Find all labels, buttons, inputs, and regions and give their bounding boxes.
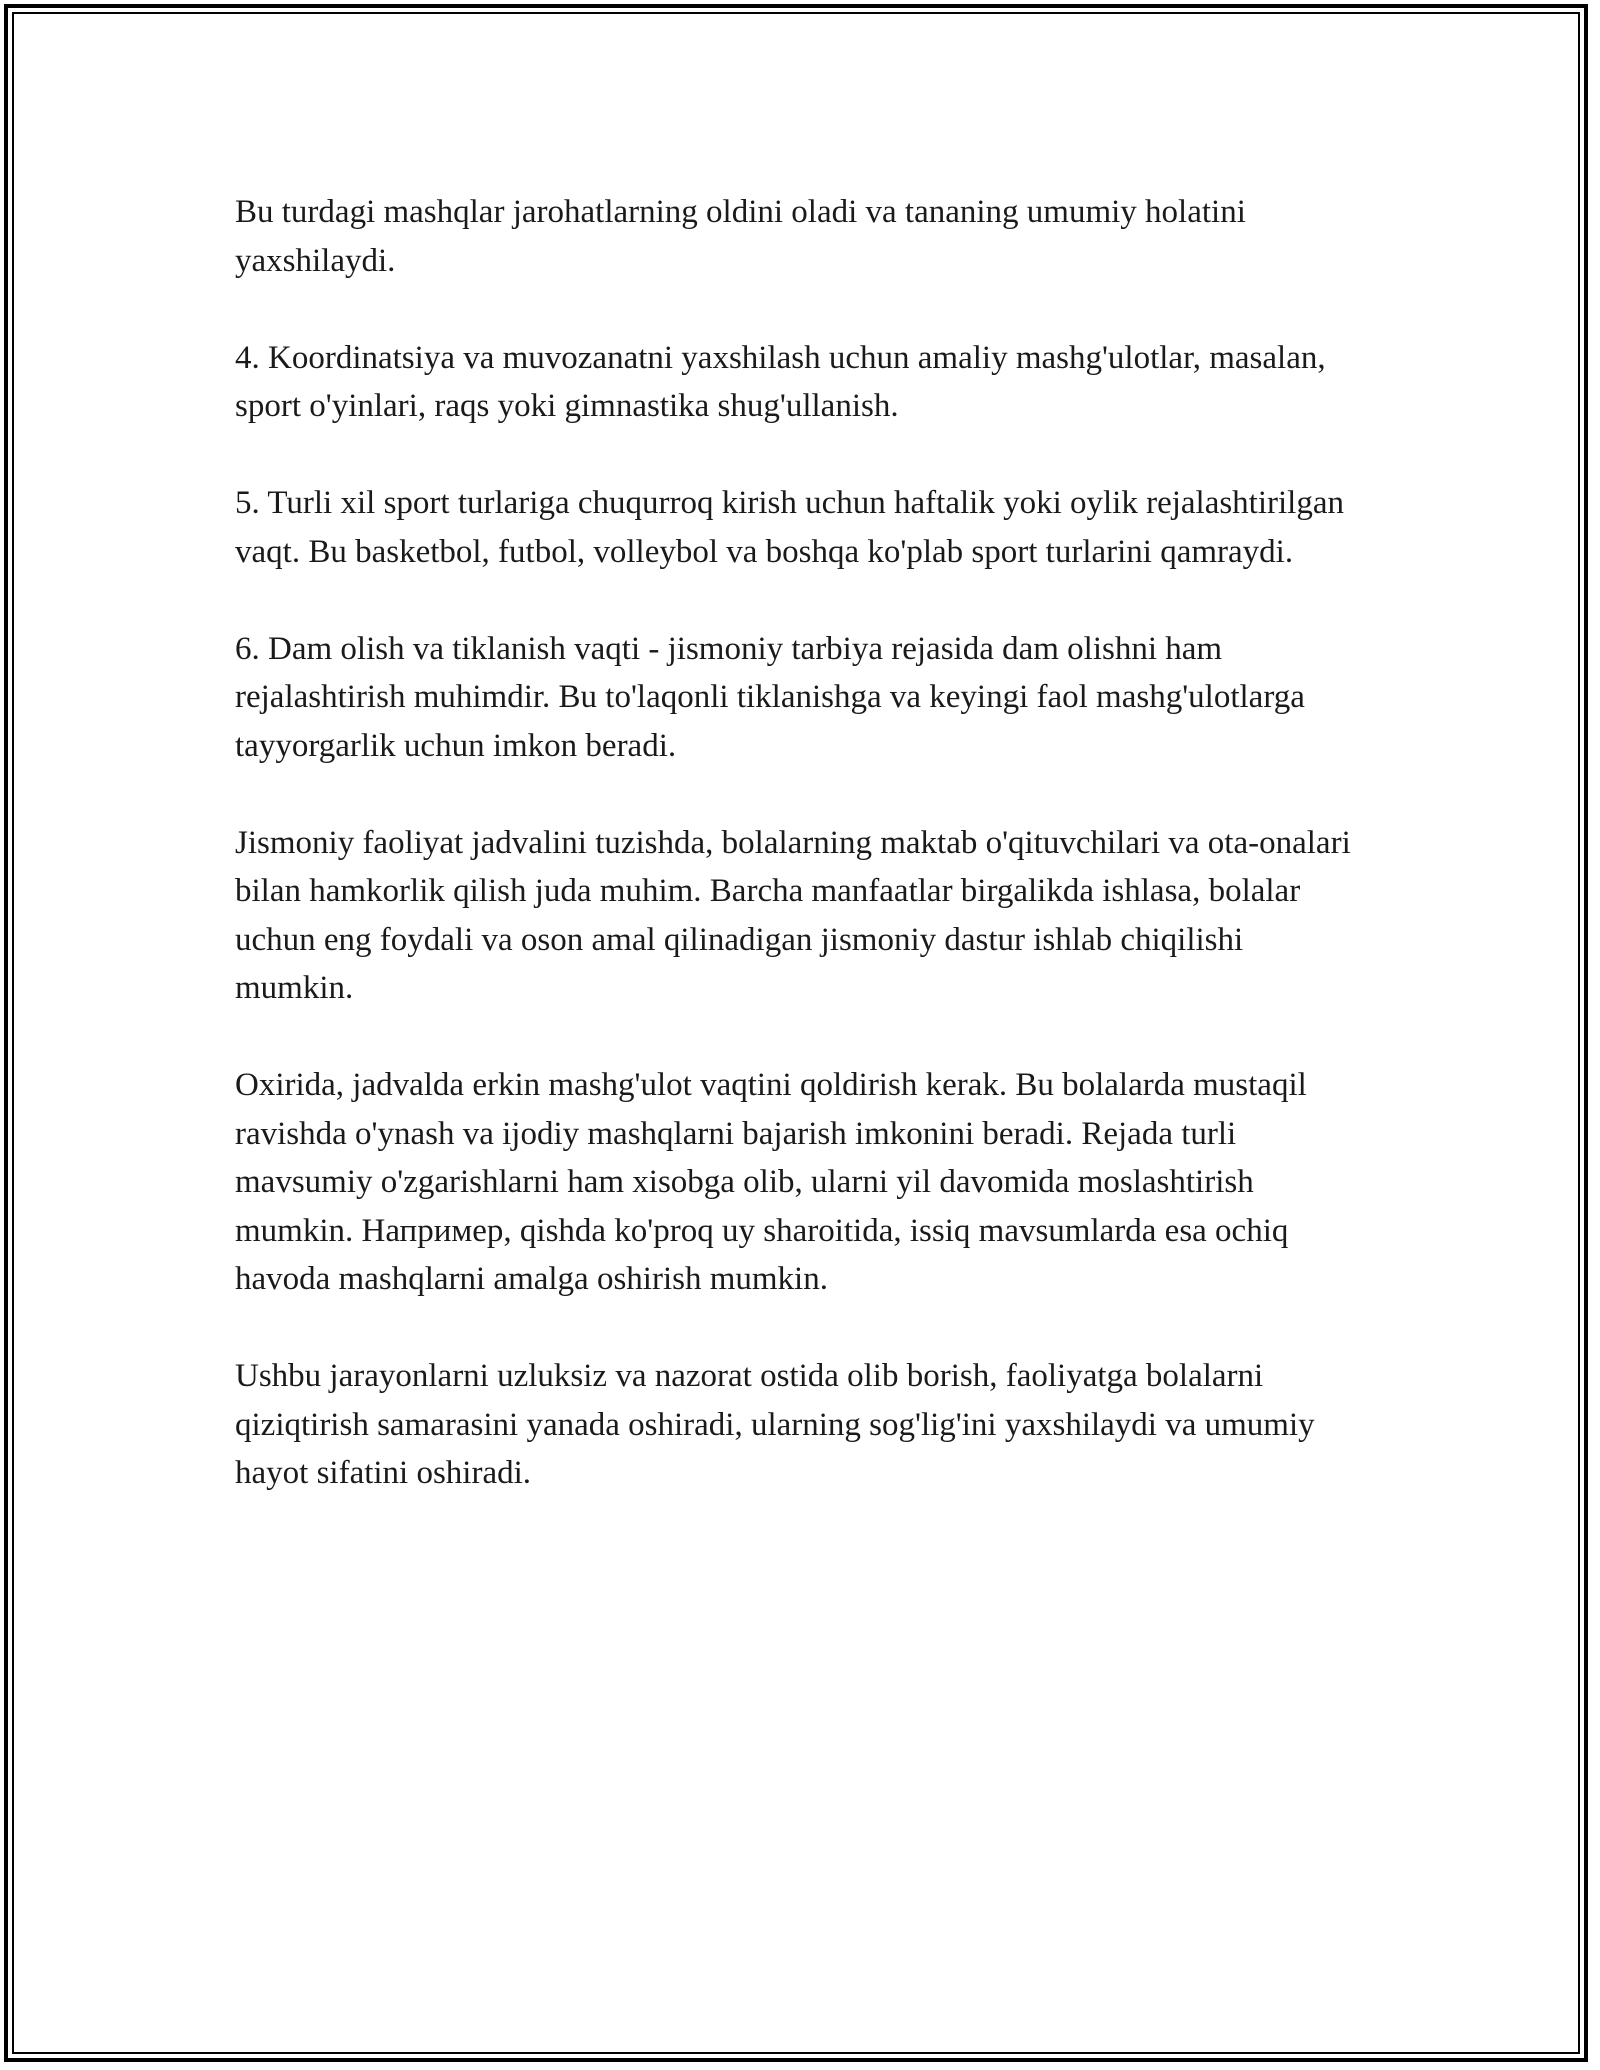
paragraph-item-4: 4. Koordinatsiya va muvozanatni yaxshilash uchun amaliy mashg'ulotlar, masalan, sport o'yinlari, raqs yoki gimnastika shug'ullanish. [235, 339, 1326, 424]
paragraph-collaboration: Jismoniy faoliyat jadvalini tuzishda, bolalarning maktab o'qituvchilari va ota-onalari bilan hamkorlik qilish juda muhim. Barcha manfaatlar birgalikda ishlasa, bolalar uchun eng foydali va oson amal qilinadigan jismoniy dastur ishlab chiqilishi mumkin. [235, 824, 1351, 1006]
paragraph-conclusion: Ushbu jarayonlarni uzluksiz va nazorat ostida olib borish, faoliyatga bolalarni qiziqtirish samarasini yanada oshiradi, ularning sog'lig'ini yaxshilaydi va umumiy hayot sifatini oshiradi. [235, 1358, 1315, 1491]
paragraph-intro: Bu turdagi mashqlar jarohatlarning oldini oladi va tananing umumiy holatini yaxshilaydi. [235, 194, 1246, 279]
document-body [235, 188, 1365, 1498]
paragraph-item-6: 6. Dam olish va tiklanish vaqti - jismoniy tarbiya rejasida dam olishni ham rejalashtirish muhimdir. Bu to'laqonli tiklanishga va keyingi faol mashg'ulotlarga tayyorgarlik uchun imkon beradi. [235, 630, 1305, 764]
paragraph-item-5: 5. Turli xil sport turlariga chuqurroq kirish uchun haftalik yoki oylik rejalashtirilgan vaqt. Bu basketbol, futbol, volleybol va boshqa ko'plab sport turlarini qamraydi. [235, 485, 1344, 570]
paragraph-free-time: Oxirida, jadvalda erkin mashg'ulot vaqtini qoldirish kerak. Bu bolalarda mustaqil ravishda o'ynash va ijodiy mashqlarni bajarish imkonini beradi. Rejada turli mavsumiy o'zgarishlarni ham xisobga olib, ularni yil davomida moslashtirish mumkin. Например, qishda ko'proq uy sharoitida, issiq mavsumlarda esa ochiq havoda mashqlarni amalga oshirish mumkin. [235, 1067, 1307, 1297]
